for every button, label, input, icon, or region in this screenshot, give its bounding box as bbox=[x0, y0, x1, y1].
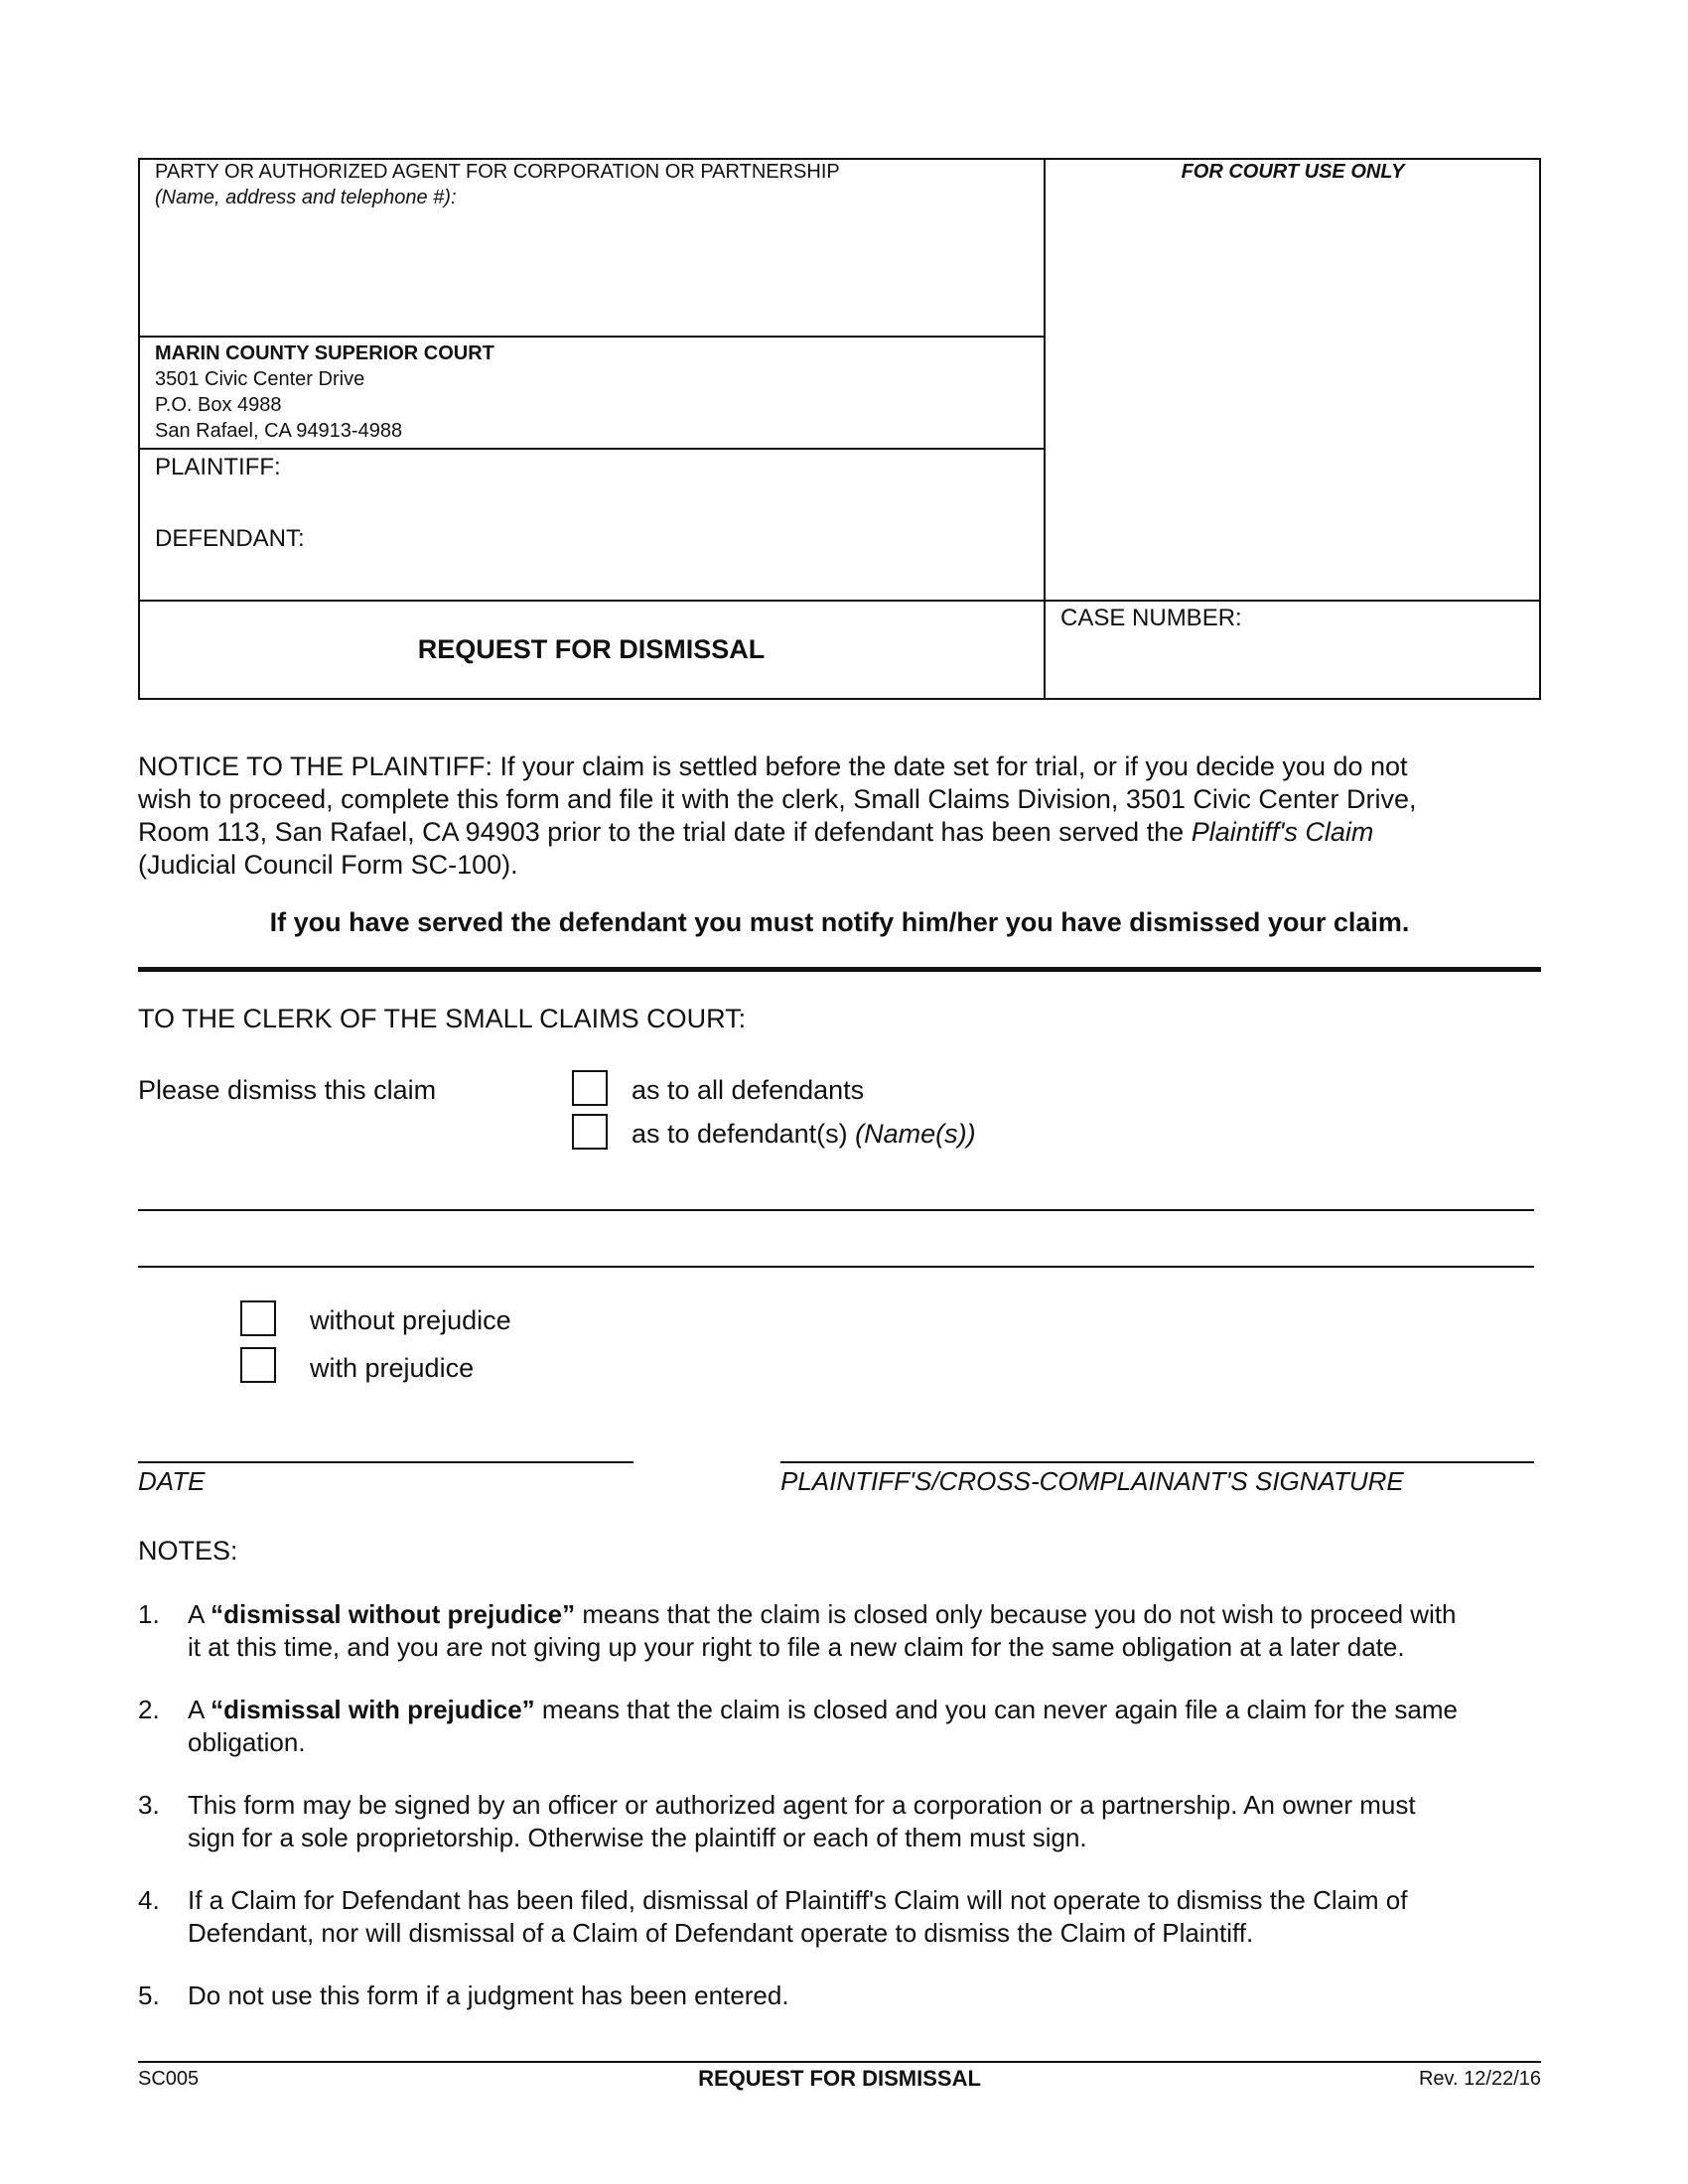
defendant-names-line-1[interactable] bbox=[138, 1209, 1534, 1211]
court-address-line-2: P.O. Box 4988 bbox=[155, 394, 282, 416]
note-number: 4. bbox=[138, 1885, 160, 1915]
names-placeholder: (Name(s)) bbox=[855, 1119, 976, 1149]
court-address-line-1: 3501 Civic Center Drive bbox=[155, 368, 365, 390]
footer-revision: Rev. 12/22/16 bbox=[1418, 2068, 1541, 2090]
defendant-label: DEFENDANT: bbox=[155, 525, 305, 552]
court-name: MARIN COUNTY SUPERIOR COURT bbox=[155, 342, 494, 364]
signature-line[interactable] bbox=[780, 1461, 1534, 1463]
all-defendants-label: as to all defendants bbox=[632, 1075, 865, 1105]
with-prejudice-checkbox[interactable] bbox=[240, 1347, 276, 1383]
without-prejudice-checkbox[interactable] bbox=[240, 1300, 276, 1336]
notice-line-3-text: Room 113, San Rafael, CA 94903 prior to the trial date if defendant has been served the bbox=[138, 817, 1192, 847]
to-clerk-heading: TO THE CLERK OF THE SMALL CLAIMS COURT: bbox=[138, 1004, 747, 1033]
named-defendants-text: as to defendant(s) bbox=[632, 1119, 856, 1149]
form-title: REQUEST FOR DISMISSAL bbox=[417, 634, 766, 664]
plaintiff-label: PLAINTIFF: bbox=[155, 454, 281, 480]
note-number: 1. bbox=[138, 1599, 160, 1629]
notice-line-1: NOTICE TO THE PLAINTIFF: If your claim is settled before the date set for trial, or if you decide you do not bbox=[138, 751, 1408, 781]
footer-rule bbox=[138, 2061, 1541, 2063]
defendant-names-line-2[interactable] bbox=[138, 1266, 1534, 1268]
note-line bbox=[188, 1598, 1457, 1631]
note-line bbox=[188, 1694, 1458, 1726]
footer-form-code: SC005 bbox=[138, 2068, 200, 2090]
date-label: DATE bbox=[138, 1466, 206, 1496]
note-number: 5. bbox=[138, 1980, 160, 2010]
section-divider bbox=[138, 967, 1541, 972]
notice-line-2: wish to proceed, complete this form and file it with the clerk, Small Claims Division, 3501 Civic Center Drive, bbox=[138, 784, 1417, 814]
court-use-label: FOR COURT USE ONLY bbox=[1181, 161, 1405, 183]
caption-divider-3 bbox=[138, 600, 1541, 602]
note-line: it at this time, and you are not giving up your right to file a new claim for the same obligation at a later date. bbox=[188, 1632, 1405, 1662]
without-prejudice-label: without prejudice bbox=[310, 1305, 511, 1335]
dismiss-label: Please dismiss this claim bbox=[138, 1075, 437, 1105]
with-prejudice-label: with prejudice bbox=[310, 1353, 475, 1383]
signature-label: PLAINTIFF'S/CROSS-COMPLAINANT'S SIGNATURE bbox=[780, 1466, 1404, 1496]
note-number: 3. bbox=[138, 1790, 160, 1820]
note-line: If a Claim for Defendant has been filed, dismissal of Plaintiff's Claim will not operate to dismiss the Claim of bbox=[188, 1885, 1408, 1915]
note-line: Defendant, nor will dismissal of a Claim of Defendant operate to dismiss the Claim of Plaintiff. bbox=[188, 1918, 1254, 1948]
named-defendants-checkbox[interactable] bbox=[572, 1114, 608, 1150]
note-text: means that the claim is closed and you can never again file a claim for the same bbox=[534, 1695, 1458, 1724]
note-line: obligation. bbox=[188, 1727, 306, 1757]
note-number: 2. bbox=[138, 1695, 160, 1724]
caption-divider-1 bbox=[138, 336, 1045, 338]
note-text: A bbox=[188, 1599, 211, 1629]
date-line[interactable] bbox=[138, 1461, 633, 1463]
notice-warning: If you have served the defendant you must notify him/her you have dismissed your claim. bbox=[269, 907, 1410, 937]
notice-line-3 bbox=[138, 816, 1373, 849]
note-line: Do not use this form if a judgment has been entered. bbox=[188, 1980, 789, 2010]
caption-divider-vertical bbox=[1044, 158, 1046, 700]
note-term: “dismissal with prejudice” bbox=[211, 1695, 535, 1724]
footer-title: REQUEST FOR DISMISSAL bbox=[698, 2066, 981, 2091]
notice-line-4: (Judicial Council Form SC-100). bbox=[138, 850, 518, 880]
notes-heading: NOTES: bbox=[138, 1536, 238, 1566]
court-address-line-3: San Rafael, CA 94913-4988 bbox=[155, 420, 403, 442]
case-number-label: CASE NUMBER: bbox=[1060, 605, 1242, 631]
note-text: means that the claim is closed only because you do not wish to proceed with bbox=[575, 1599, 1457, 1629]
plaintiffs-claim-reference: Plaintiff's Claim bbox=[1191, 817, 1374, 847]
note-line: This form may be signed by an officer or authorized agent for a corporation or a partnership. An owner must bbox=[188, 1790, 1416, 1820]
party-sublabel: (Name, address and telephone #): bbox=[155, 187, 457, 208]
party-info-field[interactable] bbox=[155, 210, 1029, 330]
named-defendants-label bbox=[632, 1118, 976, 1151]
note-text: A bbox=[188, 1695, 211, 1724]
party-label: PARTY OR AUTHORIZED AGENT FOR CORPORATION OR PARTNERSHIP bbox=[155, 161, 840, 183]
note-line: sign for a sole proprietorship. Otherwise the plaintiff or each of them must sign. bbox=[188, 1823, 1087, 1852]
note-term: “dismissal without prejudice” bbox=[211, 1599, 576, 1629]
all-defendants-checkbox[interactable] bbox=[572, 1070, 608, 1106]
caption-divider-2 bbox=[138, 448, 1045, 450]
